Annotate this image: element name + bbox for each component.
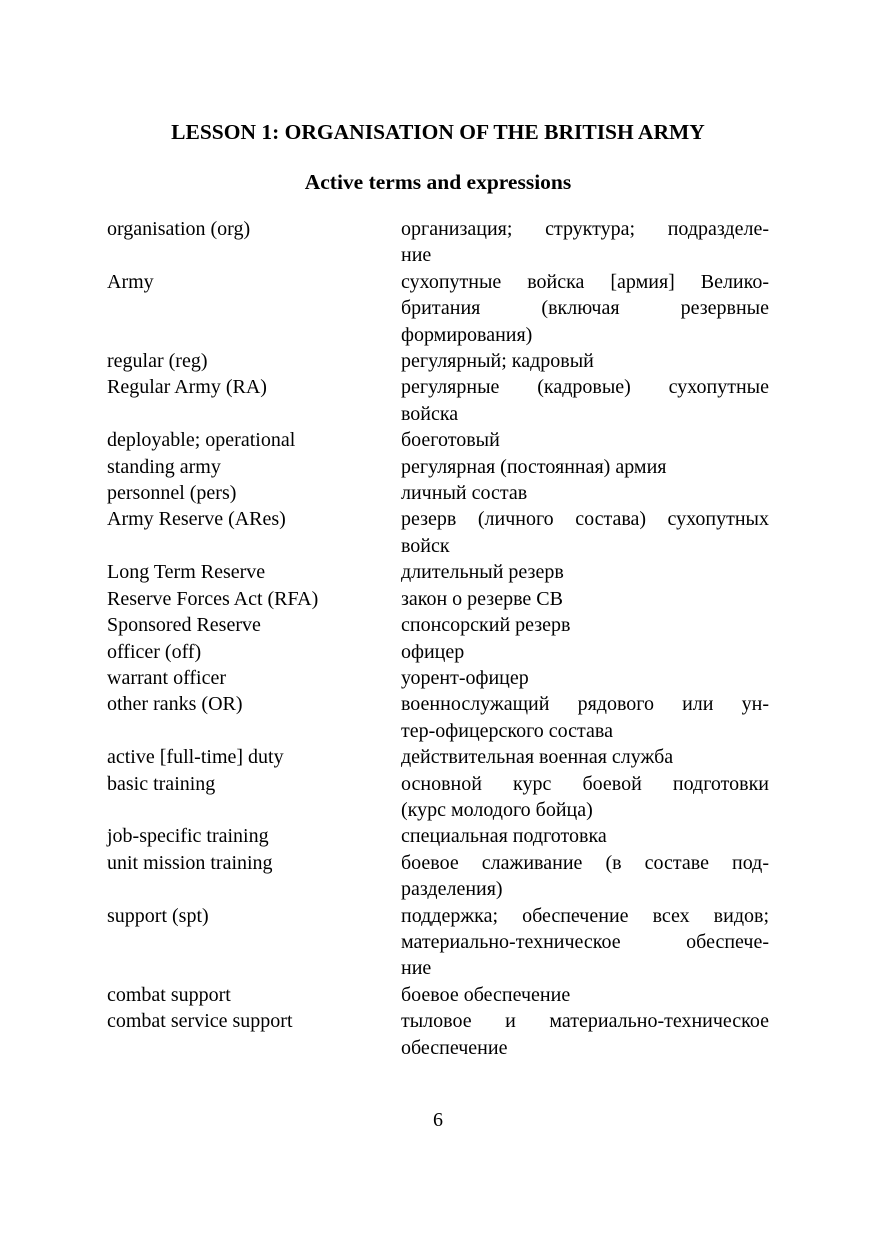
glossary-definition	[401, 1008, 769, 1061]
glossary-term: job-specific training	[107, 825, 269, 848]
definition-line: войска	[401, 402, 459, 425]
glossary-term: Long Term Reserve	[107, 561, 266, 584]
glossary-definition	[401, 559, 769, 585]
glossary-definition	[401, 427, 769, 453]
definition-line: ние	[401, 957, 432, 980]
definition-line: тер-офицерского состава	[401, 719, 613, 742]
definition-line: резерв (личного состава) сухопутных	[401, 508, 769, 531]
glossary-row	[107, 374, 769, 427]
glossary-row	[107, 771, 769, 824]
definition-line: действительная военная служба	[401, 746, 674, 769]
glossary-row	[107, 427, 769, 453]
glossary-row	[107, 665, 769, 691]
glossary-term: warrant officer	[107, 666, 227, 689]
glossary-definition	[401, 586, 769, 612]
definition-line: регулярная (постоянная) армия	[401, 455, 667, 478]
definition-line: основной курс боевой подготовки	[401, 772, 769, 795]
glossary-row	[107, 691, 769, 744]
definition-line: (курс молодого бойца)	[401, 798, 593, 821]
definition-line: организация; структура; подразделе-	[401, 218, 769, 240]
glossary-term: combat support	[107, 983, 231, 1006]
definition-line: офицер	[401, 640, 465, 663]
page-number: 6	[433, 1109, 443, 1131]
definition-line: ние	[401, 244, 432, 267]
glossary-term: Army Reserve (ARes)	[107, 508, 286, 531]
definition-line: специальная подготовка	[401, 825, 607, 848]
glossary-term: unit mission training	[107, 851, 273, 874]
glossary-row	[107, 903, 769, 982]
definition-line: боевое обеспечение	[401, 983, 571, 1006]
glossary-row	[107, 586, 769, 612]
definition-line: закон о резерве СВ	[401, 587, 563, 610]
glossary-row	[107, 612, 769, 638]
glossary-definition	[401, 850, 769, 903]
glossary-term: standing army	[107, 455, 221, 478]
definition-line: войск	[401, 534, 450, 557]
glossary-term: officer (off)	[107, 640, 202, 663]
glossary-term: regular (reg)	[107, 350, 208, 373]
definition-line: длительный резерв	[401, 561, 564, 584]
glossary-definition	[401, 771, 769, 824]
glossary-term: basic training	[107, 772, 216, 795]
definition-line: сухопутные войска [армия] Велико-	[401, 270, 769, 293]
glossary-definition	[401, 506, 769, 559]
definition-line: формирования)	[401, 323, 533, 346]
glossary-term: active [full-time] duty	[107, 746, 284, 769]
glossary-row	[107, 506, 769, 559]
glossary-row	[107, 559, 769, 585]
glossary-row	[107, 982, 769, 1008]
glossary-term: deployable; operational	[107, 429, 296, 452]
glossary-definition	[401, 823, 769, 849]
glossary-row	[107, 269, 769, 348]
glossary-row	[107, 480, 769, 506]
definition-line: боеготовый	[401, 429, 500, 452]
lesson-title: LESSON 1: ORGANISATION OF THE BRITISH ARMY	[171, 120, 705, 144]
glossary-definition	[401, 744, 769, 770]
definition-line: тыловое и материально-техническое	[401, 1010, 769, 1033]
section-title: Active terms and expressions	[304, 170, 572, 194]
glossary-term: combat service support	[107, 1010, 293, 1033]
glossary-row	[107, 348, 769, 374]
glossary-definition	[401, 269, 769, 348]
glossary-definition	[401, 691, 769, 744]
glossary-definition	[401, 374, 769, 427]
glossary-definition	[401, 480, 769, 506]
glossary-row	[107, 823, 769, 849]
glossary-term: other ranks (OR)	[107, 693, 243, 716]
glossary-term: support (spt)	[107, 904, 209, 927]
glossary-row	[107, 744, 769, 770]
glossary-definition	[401, 216, 769, 269]
definition-line: спонсорский резерв	[401, 614, 571, 637]
glossary-term: Reserve Forces Act (RFA)	[107, 587, 319, 610]
definition-line: регулярные (кадровые) сухопутные	[401, 376, 769, 399]
glossary-row	[107, 850, 769, 903]
definition-line: личный состав	[401, 482, 528, 505]
glossary-definition	[401, 982, 769, 1008]
glossary-row	[107, 639, 769, 665]
glossary-definition	[401, 903, 769, 982]
definition-line: материально-техническое обеспече-	[401, 930, 769, 953]
definition-line: разделения)	[401, 878, 503, 901]
glossary-term: Regular Army (RA)	[107, 376, 267, 399]
glossary-term: organisation (org)	[107, 218, 251, 240]
glossary-definition	[401, 639, 769, 665]
glossary-definition	[401, 665, 769, 691]
glossary-term: personnel (pers)	[107, 482, 237, 505]
glossary-term: Sponsored Reserve	[107, 614, 261, 637]
glossary-definition	[401, 612, 769, 638]
glossary-row	[107, 216, 769, 269]
definition-line: поддержка; обеспечение всех видов;	[401, 904, 769, 927]
glossary-definition	[401, 454, 769, 480]
glossary-row	[107, 454, 769, 480]
glossary-row	[107, 1008, 769, 1061]
definition-line: военнослужащий рядового или ун-	[401, 693, 769, 716]
glossary-term: Army	[107, 270, 154, 293]
definition-line: обеспечение	[401, 1036, 508, 1059]
definition-line: британия (включая резервные	[401, 297, 769, 320]
definition-line: боевое слаживание (в составе под-	[401, 851, 769, 874]
glossary-list	[107, 216, 769, 1061]
definition-line: регулярный; кадровый	[401, 350, 594, 373]
glossary-definition	[401, 348, 769, 374]
definition-line: уорент-офицер	[401, 666, 529, 689]
